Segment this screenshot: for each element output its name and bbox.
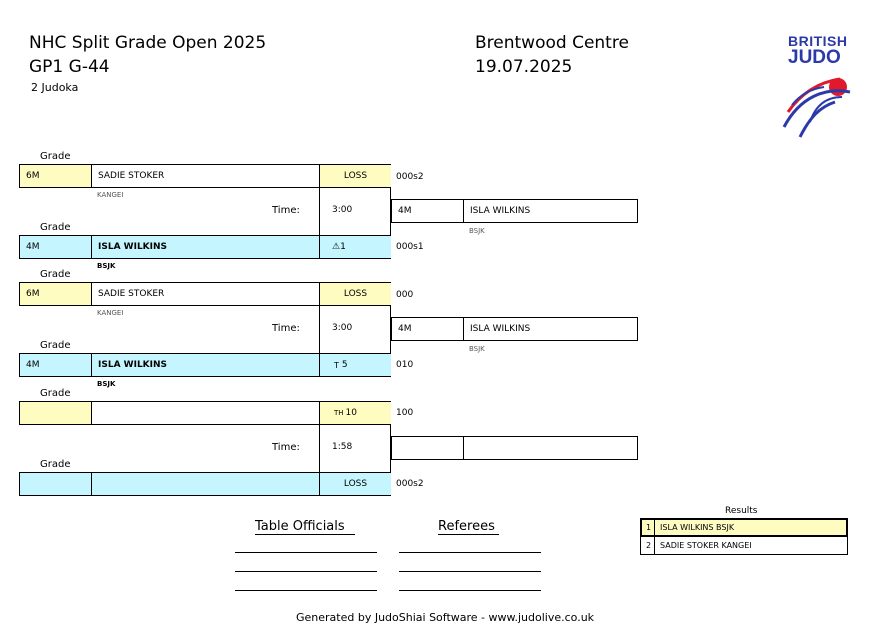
event-title: NHC Split Grade Open 2025 (29, 33, 267, 53)
winner-name: ISLA WILKINS (470, 206, 531, 216)
result-row-2 (640, 536, 848, 555)
blue-name (92, 473, 320, 495)
result-divider (654, 537, 655, 554)
blue-club: BSJK (97, 380, 116, 388)
blue-score: 000s2 (396, 479, 424, 489)
white-name: SADIE STOKER (92, 165, 320, 187)
white-score: 000s2 (396, 172, 424, 182)
time-label: Time: (272, 442, 300, 453)
result-divider (654, 520, 655, 535)
signature-line (235, 590, 377, 591)
result-rank: 2 (646, 541, 652, 550)
result-row-1 (640, 518, 848, 537)
blue-score: 010 (396, 360, 414, 370)
white-grade: 6M (20, 283, 92, 305)
white-result: LOSS (320, 165, 391, 187)
blue-grade: 4M (20, 236, 92, 258)
winner-name (464, 437, 637, 459)
footer-credit: Generated by JudoShiai Software - www.judolive.co.uk (296, 611, 595, 624)
blue-result-prefix: T (334, 360, 339, 370)
blue-score: 000s1 (396, 242, 424, 252)
grade-label: Grade (40, 222, 71, 233)
venue: Brentwood Centre (475, 33, 629, 53)
grade-label: Grade (40, 388, 71, 399)
white-result: 10 (345, 408, 357, 418)
logo-text-judo: JUDO (788, 47, 841, 68)
blue-result: 5 (341, 360, 348, 370)
grade-label: Grade (40, 269, 71, 280)
match1-winner-row (391, 199, 638, 223)
time-label: Time: (272, 205, 300, 216)
winner-club: BSJK (469, 345, 485, 353)
signature-line (399, 590, 541, 591)
blue-result-cell (320, 236, 391, 258)
white-score: 000 (396, 290, 414, 300)
match1-blue-row (19, 235, 391, 259)
winner-name: ISLA WILKINS (470, 324, 531, 334)
blue-grade: 4M (20, 354, 92, 376)
blue-grade (20, 473, 92, 495)
match-time: 3:00 (332, 323, 353, 333)
blue-name: ISLA WILKINS (92, 354, 320, 376)
white-club: KANGEI (97, 191, 124, 199)
warning-icon: ⚠ (332, 242, 341, 252)
match2-winner-row (391, 317, 638, 341)
blue-result: 1 (340, 242, 346, 252)
result-text: ISLA WILKINS BSJK (660, 523, 735, 532)
match2-white-row (19, 282, 391, 306)
match1-white-row (19, 164, 391, 188)
results-heading: Results (725, 506, 758, 516)
blue-club: BSJK (97, 262, 116, 270)
match1-time-box (319, 188, 391, 235)
result-rank: 1 (646, 523, 652, 532)
referees-heading: Referees (438, 519, 499, 535)
match3-blue-row (19, 472, 391, 496)
category-title: GP1 G-44 (29, 57, 110, 77)
judoka-emblem-icon (780, 67, 860, 142)
match-time: 1:58 (332, 442, 353, 452)
logo-text-british: BRITISH (788, 33, 848, 49)
signature-line (399, 552, 541, 553)
white-result: LOSS (320, 283, 391, 305)
white-grade: 6M (20, 165, 92, 187)
white-name: SADIE STOKER (92, 283, 320, 305)
british-judo-logo (780, 34, 860, 144)
grade-label: Grade (40, 340, 71, 351)
white-result-prefix: TH (334, 409, 344, 417)
result-text: SADIE STOKER KANGEI (660, 541, 752, 550)
white-grade (20, 402, 92, 424)
grade-label: Grade (40, 151, 71, 162)
signature-line (235, 552, 377, 553)
blue-result-cell (320, 354, 391, 376)
match3-white-row (19, 401, 391, 425)
time-label: Time: (272, 323, 300, 334)
winner-grade (392, 437, 464, 459)
blue-result: LOSS (320, 473, 391, 495)
signature-line (235, 571, 377, 572)
match2-time-box (319, 306, 391, 353)
white-result-cell (320, 402, 391, 424)
match3-winner-row (391, 436, 638, 460)
match3-time-box (319, 425, 391, 472)
white-club: KANGEI (97, 309, 124, 317)
winner-grade: 4M (392, 200, 464, 222)
signature-line (399, 571, 541, 572)
blue-name: ISLA WILKINS (92, 236, 320, 258)
event-date: 19.07.2025 (475, 57, 573, 77)
judoka-count: 2 Judoka (31, 81, 79, 94)
winner-grade: 4M (392, 318, 464, 340)
grade-label: Grade (40, 459, 71, 470)
winner-club: BSJK (469, 227, 485, 235)
match-time: 3:00 (332, 205, 353, 215)
white-name (92, 402, 320, 424)
table-officials-heading: Table Officials (255, 519, 355, 535)
match2-blue-row (19, 353, 391, 377)
white-score: 100 (396, 408, 414, 418)
